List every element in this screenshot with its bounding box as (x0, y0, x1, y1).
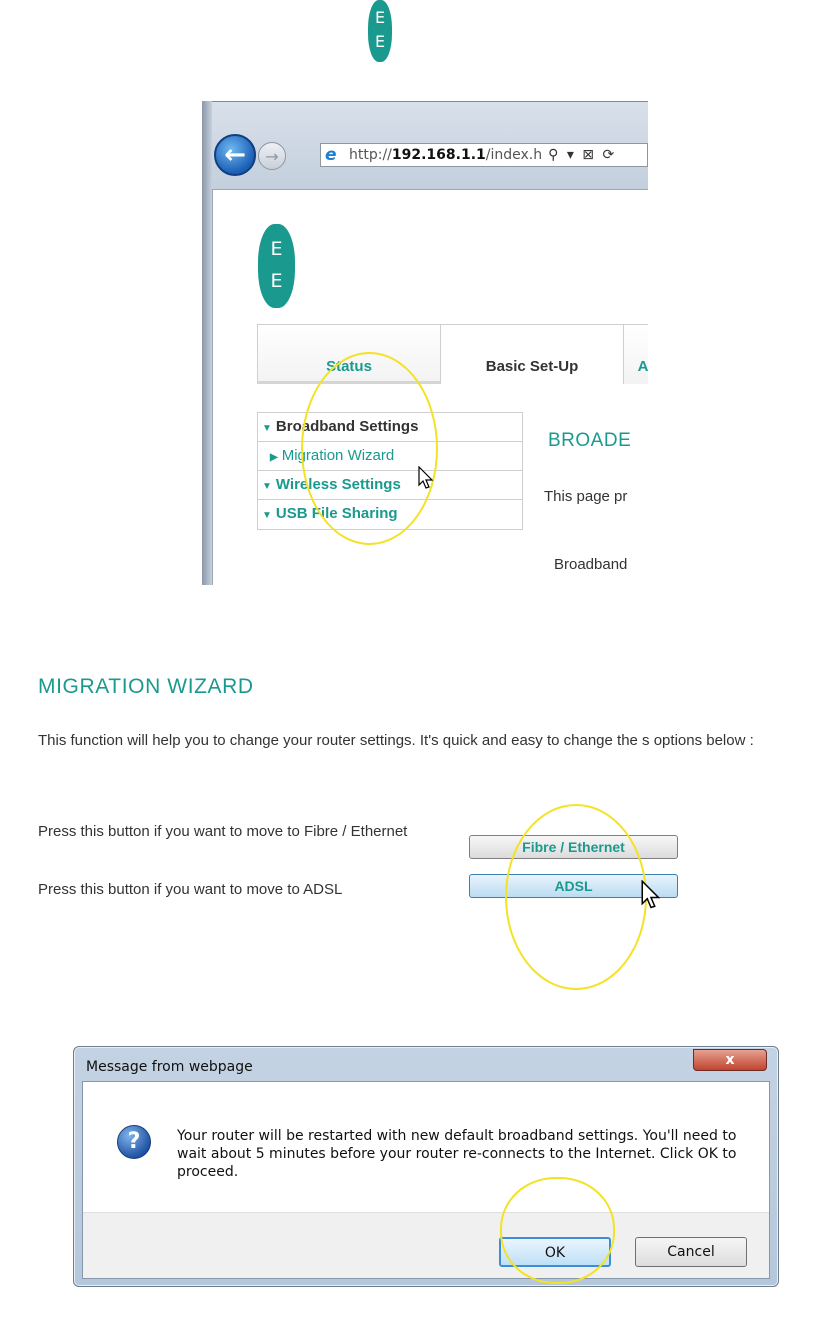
adsl-button[interactable]: ADSL (469, 874, 678, 898)
migration-wizard-heading: MIGRATION WIZARD (38, 675, 254, 698)
migration-wizard-description: This function will help you to change your router settings. It's quick and easy to change the s options below : (38, 732, 754, 749)
fibre-ethernet-button[interactable]: Fibre / Ethernet (469, 835, 678, 859)
side-item-broadband-settings[interactable] (258, 413, 522, 442)
inner-logo-letter-bottom: E (270, 270, 283, 292)
url-text (349, 147, 542, 163)
chevron-right-icon: ▶ (270, 452, 278, 463)
fibre-option-label: Press this button if you want to move to Fibre / Ethernet (38, 823, 408, 840)
url-path: /index.h (485, 147, 543, 163)
tab-basic-set-up[interactable]: Basic Set-Up (440, 324, 624, 384)
adsl-option-label: Press this button if you want to move to ADSL (38, 881, 343, 898)
back-button[interactable] (214, 134, 256, 176)
close-button[interactable] (693, 1049, 767, 1071)
ok-button[interactable]: OK (499, 1237, 611, 1267)
side-item-label: USB File Sharing (275, 505, 398, 522)
forward-arrow-icon: → (265, 146, 279, 166)
dialog-title: Message from webpage (86, 1059, 253, 1075)
cancel-button[interactable]: Cancel (635, 1237, 747, 1267)
address-bar[interactable] (320, 143, 648, 167)
ee-logo (368, 0, 392, 62)
message-dialog (73, 1046, 779, 1287)
page-title: BROADE (548, 430, 632, 451)
dialog-body (82, 1081, 770, 1279)
ee-logo-inner (258, 224, 295, 308)
chevron-down-icon: ▼ (262, 481, 272, 492)
internet-explorer-icon: e (325, 145, 337, 165)
back-arrow-icon: ← (224, 140, 246, 170)
side-menu (257, 412, 523, 530)
dialog-message: Your router will be restarted with new default broadband settings. You'll need to wait about 5 minutes before your router re-connects to the Internet. Click OK to proceed. (177, 1128, 737, 1180)
inner-logo-letter-top: E (270, 238, 283, 260)
side-item-migration-wizard[interactable] (258, 442, 522, 471)
tab-next[interactable]: A (623, 324, 648, 384)
browser-frame-left (202, 101, 212, 585)
address-tools-icons[interactable]: ⚲ ▾ ⊠ ⟳ (548, 147, 617, 163)
chevron-down-icon: ▼ (262, 423, 272, 434)
browser-window (202, 101, 648, 585)
tab-status[interactable]: Status (257, 324, 441, 384)
side-item-wireless-settings[interactable] (258, 471, 522, 500)
forward-button[interactable] (258, 142, 286, 170)
side-item-label: Broadband Settings (275, 418, 419, 435)
question-icon: ? (117, 1125, 151, 1159)
close-icon: x (725, 1052, 735, 1068)
chevron-down-icon: ▼ (262, 510, 272, 521)
dialog-footer (83, 1212, 769, 1278)
side-item-usb-file-sharing[interactable] (258, 500, 522, 529)
side-item-label: Migration Wizard (281, 447, 395, 464)
page-intro: This page pr (544, 488, 628, 505)
side-item-label: Wireless Settings (275, 476, 401, 493)
url-prefix: http:// (349, 147, 392, 163)
logo-letter-bottom: E (374, 32, 386, 51)
logo-letter-top: E (374, 8, 386, 27)
broadband-label: Broadband (554, 556, 628, 573)
url-host: 192.168.1.1 (391, 147, 486, 163)
